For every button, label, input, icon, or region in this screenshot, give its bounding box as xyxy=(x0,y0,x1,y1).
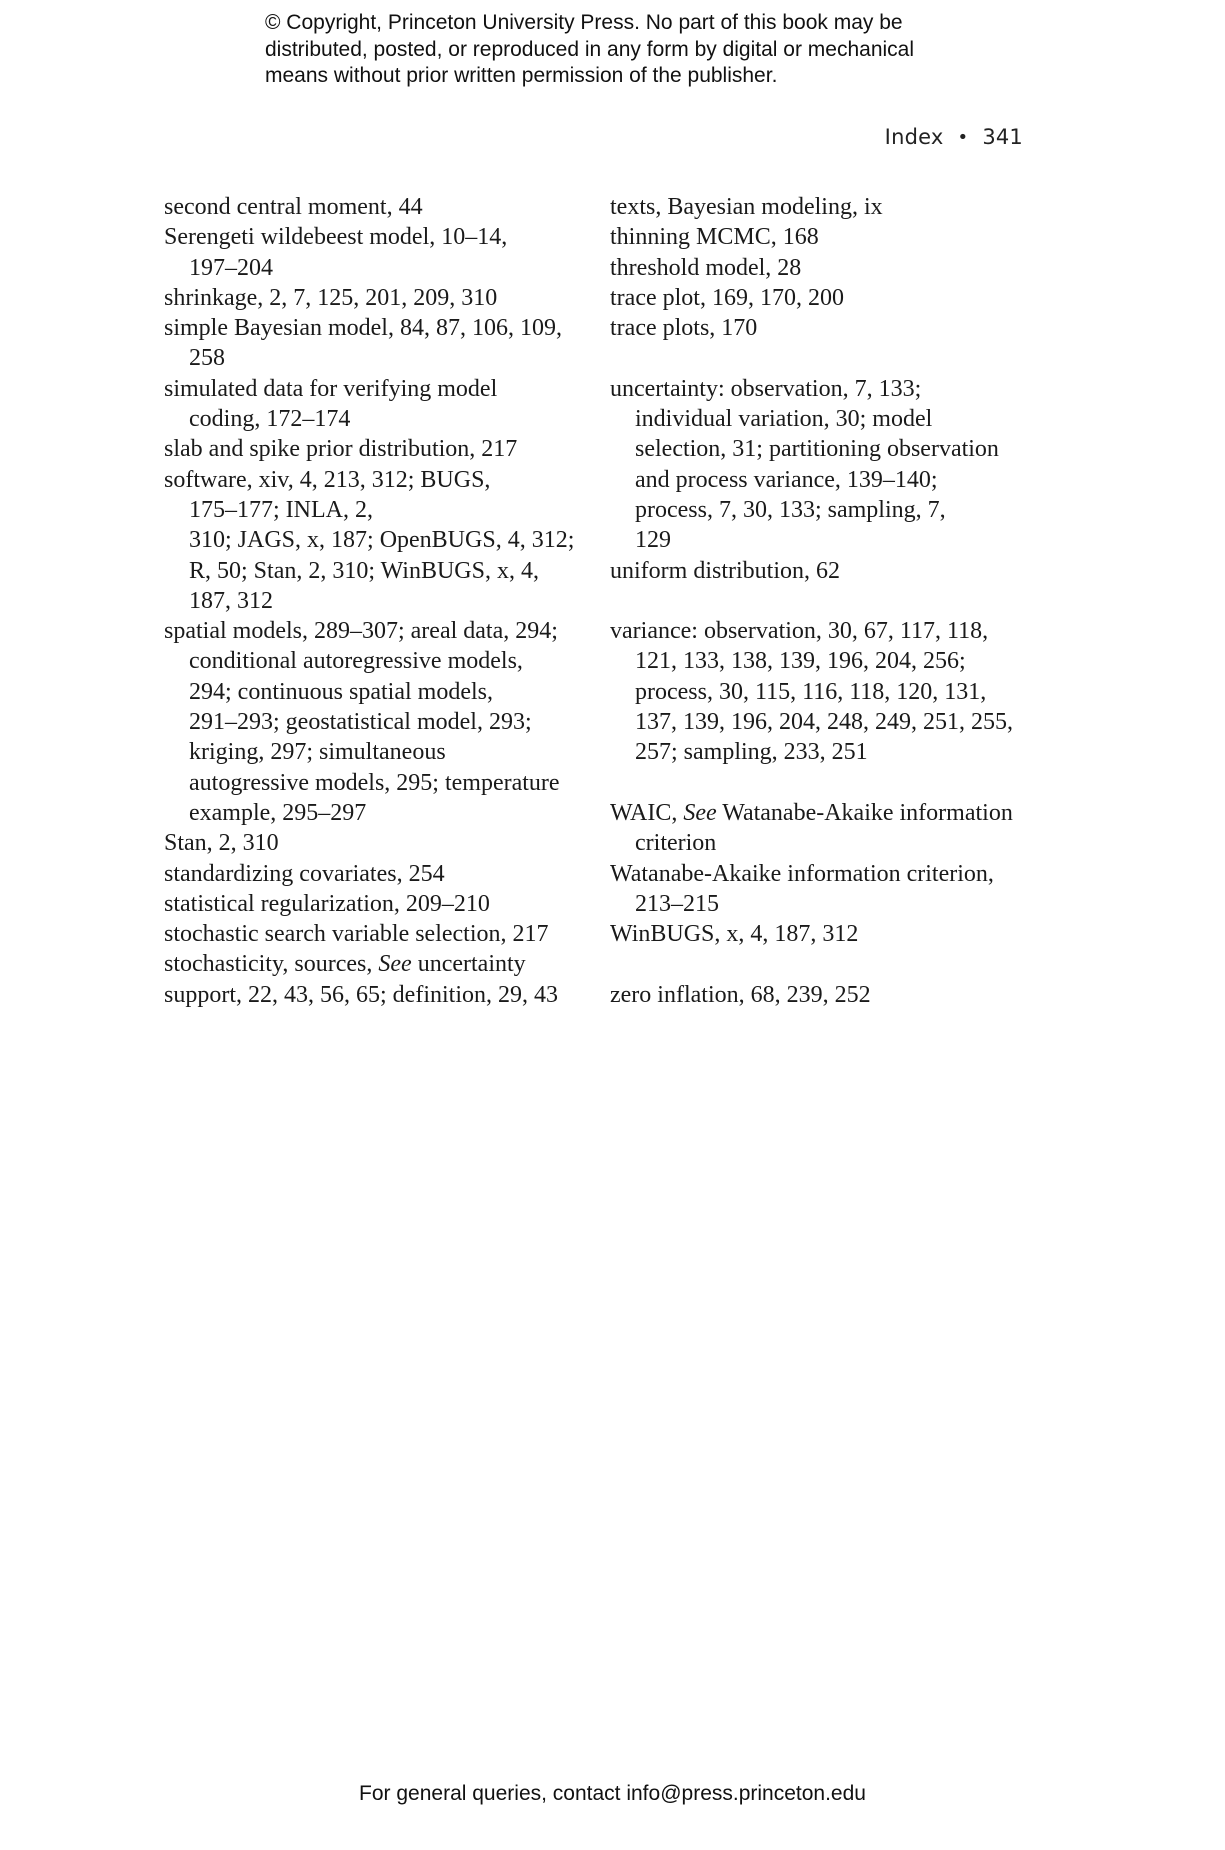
page-number: 341 xyxy=(982,125,1023,149)
index-entry: trace plot, 169, 170, 200 xyxy=(610,284,844,311)
copyright-line: distributed, posted, or reproduced in any form by digital or mechanical xyxy=(265,37,915,61)
index-column-left xyxy=(164,192,594,1010)
index-entry xyxy=(164,949,594,979)
index-entry: trace plots, 170 xyxy=(610,315,758,342)
copyright-line: means without prior written permission of the publisher. xyxy=(265,64,778,87)
index-entry-continuation: 137, 139, 196, 204, 248, 249, 251, 255, xyxy=(635,709,1013,736)
index-spacer xyxy=(610,586,1040,616)
index-entry: simple Bayesian model, 84, 87, 106, 109, xyxy=(164,315,562,342)
index-entry-continuation: example, 295–297 xyxy=(189,799,367,826)
index-entry-continuation: 310; JAGS, x, 187; OpenBUGS, 4, 312; xyxy=(189,527,575,554)
index-entry: uniform distribution, 62 xyxy=(610,557,840,584)
copyright-line: © Copyright, Princeton University Press. No part of this book may be xyxy=(265,11,903,34)
index-entry-text: stochasticity, sources, xyxy=(164,951,379,978)
index-entry: second central moment, 44 xyxy=(164,194,423,220)
index-entry: shrinkage, 2, 7, 125, 201, 209, 310 xyxy=(164,284,498,311)
index-entry-continuation: autogressive models, 295; temperature xyxy=(189,769,560,796)
index-entry-continuation: individual variation, 30; model xyxy=(635,406,933,433)
see-reference: See xyxy=(683,799,717,826)
index-entry-continuation: coding, 172–174 xyxy=(189,406,351,433)
index-entry-continuation: 257; sampling, 233, 251 xyxy=(635,739,868,766)
index-spacer xyxy=(610,949,1040,979)
index-entry-continuation: 197–204 xyxy=(189,254,273,281)
index-entry-continuation: R, 50; Stan, 2, 310; WinBUGS, x, 4, xyxy=(189,557,539,584)
index-entry: variance: observation, 30, 67, 117, 118, xyxy=(610,618,989,645)
index-entry: slab and spike prior distribution, 217 xyxy=(164,436,518,463)
index-entry: Stan, 2, 310 xyxy=(164,830,279,857)
index-spacer xyxy=(610,768,1040,798)
bullet-separator: • xyxy=(957,127,969,148)
index-entry xyxy=(610,798,1040,828)
index-entry: threshold model, 28 xyxy=(610,254,802,281)
index-entry-continuation: kriging, 297; simultaneous xyxy=(189,739,446,766)
index-entry: standardizing covariates, 254 xyxy=(164,860,445,887)
index-entry: Watanabe-Akaike information criterion, xyxy=(610,860,994,887)
index-entry-continuation: process, 30, 115, 116, 118, 120, 131, xyxy=(635,678,987,705)
index-entry: stochastic search variable selection, 217 xyxy=(164,921,549,948)
index-entry-continuation: criterion xyxy=(635,830,717,857)
index-entry-continuation: 213–215 xyxy=(635,890,719,917)
index-entry: simulated data for verifying model xyxy=(164,375,498,402)
index-column-right xyxy=(610,192,1040,1010)
index-entry: WinBUGS, x, 4, 187, 312 xyxy=(610,921,859,948)
copyright-notice xyxy=(265,10,1025,90)
index-entry-text: WAIC, xyxy=(610,799,684,826)
index-entry-text: uncertainty xyxy=(411,951,526,978)
index-entry-continuation: 294; continuous spatial models, xyxy=(189,678,493,705)
index-entry: texts, Bayesian modeling, ix xyxy=(610,194,883,220)
index-entry: statistical regularization, 209–210 xyxy=(164,890,490,917)
index-entry-continuation: 291–293; geostatistical model, 293; xyxy=(189,709,532,736)
index-entry-continuation: conditional autoregressive models, xyxy=(189,648,523,675)
see-reference: See xyxy=(378,951,412,978)
index-entry-continuation: process, 7, 30, 133; sampling, 7, xyxy=(635,496,946,523)
index-entry-continuation: and process variance, 139–140; xyxy=(635,466,938,493)
index-entry-continuation: 175–177; INLA, 2, xyxy=(189,496,373,523)
index-entry-continuation: selection, 31; partitioning observation xyxy=(635,436,999,463)
index-entry: zero inflation, 68, 239, 252 xyxy=(610,981,871,1008)
index-entry: uncertainty: observation, 7, 133; xyxy=(610,375,922,402)
index-entry: support, 22, 43, 56, 65; definition, 29, 43 xyxy=(164,981,558,1008)
index-entry-continuation: 129 xyxy=(635,527,671,554)
index-entry: spatial models, 289–307; areal data, 294; xyxy=(164,618,558,645)
index-entry-continuation: 258 xyxy=(189,345,225,372)
index-entry-continuation: 121, 133, 138, 139, 196, 204, 256; xyxy=(635,648,966,675)
index-spacer xyxy=(610,343,1040,373)
running-head xyxy=(885,125,1023,149)
index-entry: Serengeti wildebeest model, 10–14, xyxy=(164,224,508,251)
index-entry-text: Watanabe-Akaike information xyxy=(716,799,1013,826)
index-entry: thinning MCMC, 168 xyxy=(610,224,819,251)
running-head-section: Index xyxy=(884,125,944,149)
footer-contact: For general queries, contact info@press.princeton.edu xyxy=(359,1782,866,1805)
index-entry: software, xiv, 4, 213, 312; BUGS, xyxy=(164,466,491,493)
index-entry-continuation: 187, 312 xyxy=(189,587,273,614)
